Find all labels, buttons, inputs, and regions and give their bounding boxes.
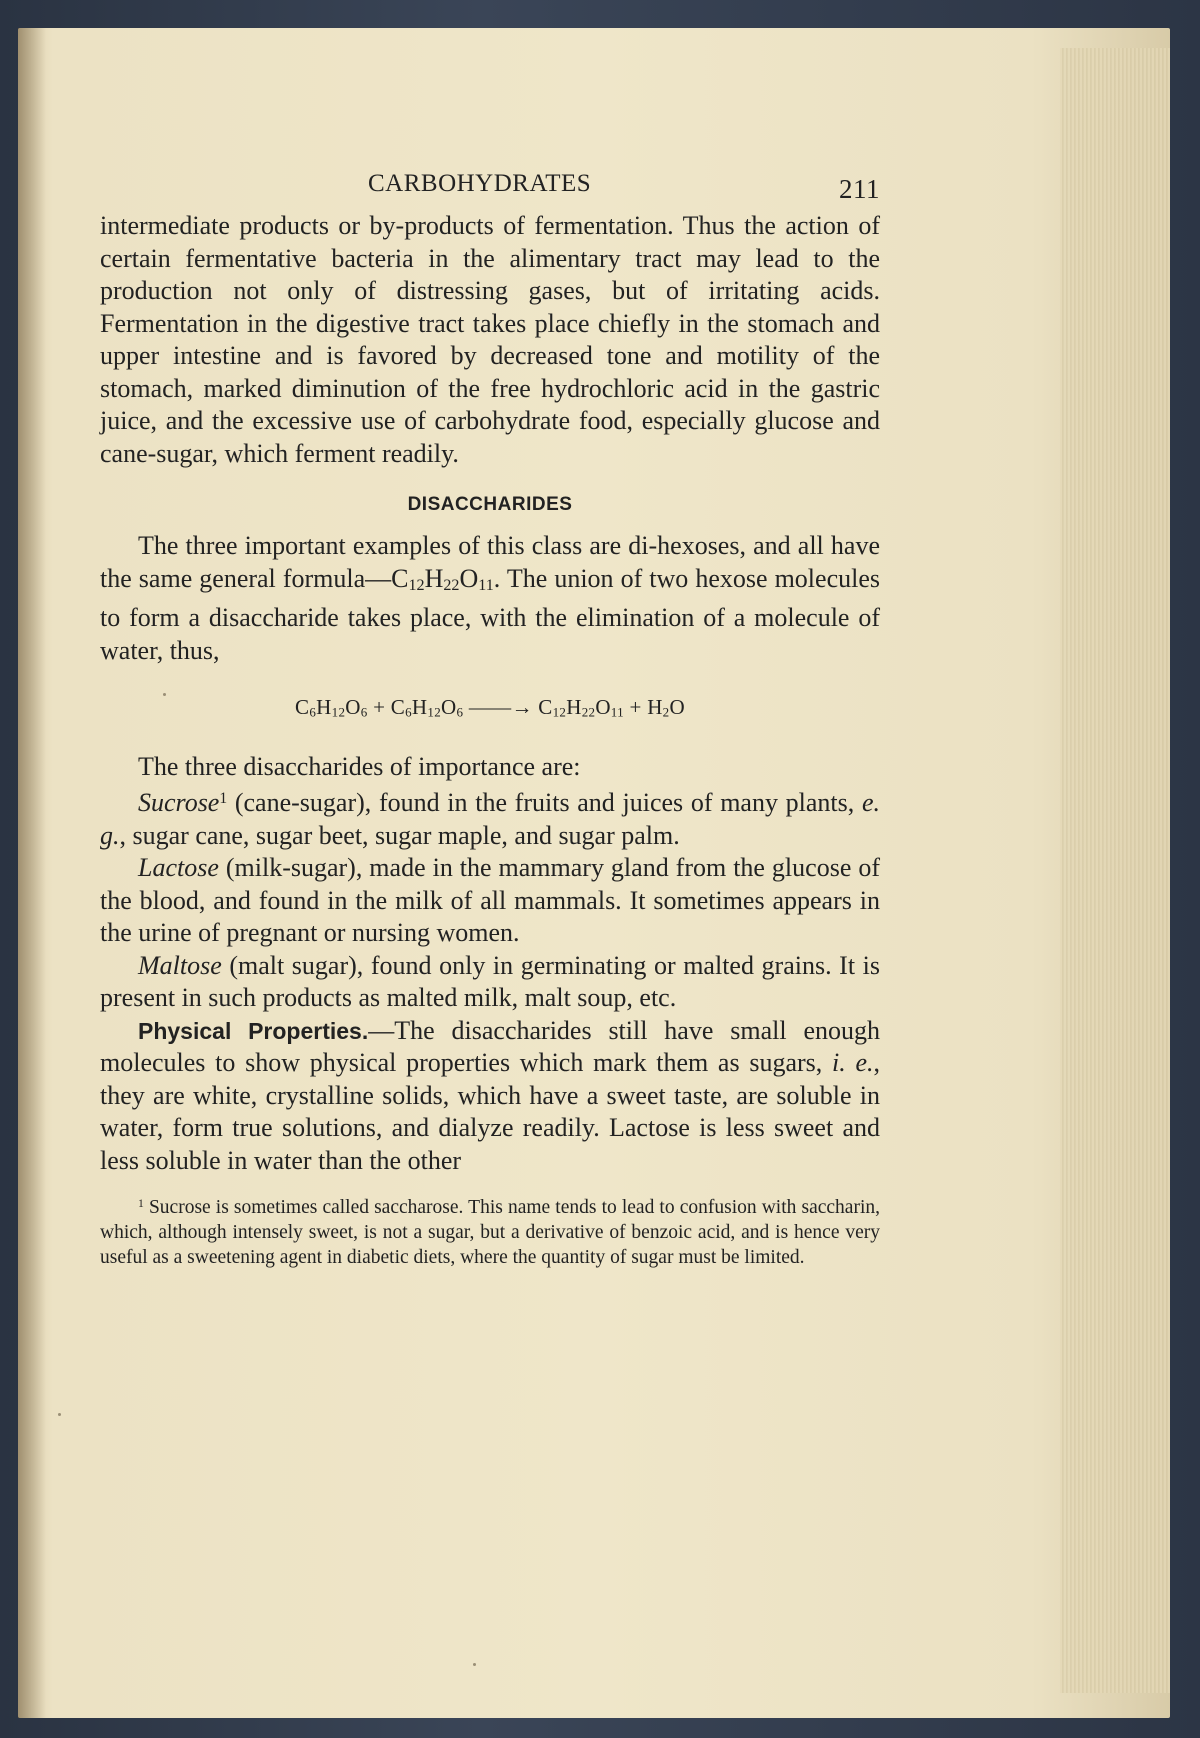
subscript: 11 (478, 576, 494, 594)
reaction-arrow: ——→ (463, 695, 539, 720)
element-symbol: C (295, 695, 310, 720)
paragraph-text: , sugar cane, sugar beet, sugar maple, and sugar palm. (119, 820, 680, 850)
element-symbol: H (647, 695, 663, 720)
subscript: 2 (662, 704, 670, 720)
paragraph: intermediate products or by-products of fermentation. Thus the action of certain fermentative bacteria in the alimentary tract may lead to the production not only of distressing gases, but of irritating acids. Fermentation in the digestive tract takes place chiefly in the stomach and upper intestine and is favored by decreased tone and motility of the stomach, marked diminution of the free hydrochloric acid in the gastric juice, and the excessive use of carbohydrate food, especially glucose and cane-sugar, which ferment readily. (100, 211, 880, 468)
paragraph-lactose (100, 852, 880, 950)
footnote (100, 1191, 880, 1270)
element-symbol: C (538, 695, 553, 720)
element-symbol: H (424, 563, 444, 593)
paragraph-text: , they are white, crystalline solids, which have a sweet taste, are soluble in water, form true solutions, and dialyze readily. Lactose is less sweet and less soluble in water than the other (100, 1048, 880, 1175)
paragraph-text: (cane-sugar), found in the fruits and juices of many plants, (227, 788, 862, 818)
footnote-marker: 1 (138, 1197, 144, 1211)
subscript: 11 (610, 704, 624, 720)
element-symbol: C (390, 695, 406, 720)
term-maltose: Maltose (138, 950, 222, 980)
paper-speck (473, 1663, 476, 1666)
paragraph-text: The three important examples of this class are di-hexoses, and all have the same general formula— (100, 531, 880, 593)
element-symbol: H (411, 695, 428, 720)
subscript: 6 (309, 704, 317, 720)
body-text (100, 210, 880, 1177)
element-symbol: O (459, 563, 479, 593)
element-symbol: C (391, 563, 409, 593)
gutter-shadow (18, 28, 46, 1718)
element-symbol: H (566, 695, 582, 720)
subscript: 6 (405, 704, 412, 720)
page-text (100, 160, 880, 1270)
paragraph-text: (milk-sugar), made in the mammary gland from the glucose of the blood, and found in the milk of all mammals. It sometimes appears in the urine of pregnant or nursing women. (100, 853, 880, 948)
page-edges (1060, 48, 1170, 1693)
abbreviation: i. e. (832, 1048, 874, 1078)
abbreviation: e. g. (100, 788, 880, 850)
subscript: 12 (552, 704, 567, 720)
page-number: 211 (839, 174, 880, 204)
paragraph-text: —The disaccharides still have small enough molecules to show physical properties which mark them as sugars, (100, 1015, 880, 1078)
paragraph-physical-properties (100, 1015, 880, 1178)
paragraph: The three disaccharides of importance are: (138, 751, 581, 781)
subscript: 22 (581, 704, 596, 720)
paragraph-sucrose (100, 783, 880, 852)
subscript: 22 (443, 576, 460, 594)
section-heading: DISACCHARIDES (407, 494, 573, 515)
page-header (100, 160, 880, 210)
plus-sign: + (623, 695, 648, 720)
subscript: 6 (456, 704, 464, 720)
subscript: 6 (360, 704, 368, 720)
paper-speck (58, 1413, 61, 1416)
paragraph-text: (malt sugar), found only in germinating or malted grains. It is present in such products as malted milk, malt soup, etc. (100, 950, 880, 1013)
subscript: 12 (331, 704, 346, 720)
paragraph (100, 530, 880, 667)
footnote-ref: 1 (219, 790, 228, 808)
footnotes (100, 1191, 880, 1270)
running-head: CARBOHYDRATES (368, 170, 592, 197)
element-symbol: H (316, 695, 332, 720)
element-symbol: O (345, 695, 361, 720)
element-symbol: O (669, 695, 685, 720)
paragraph-maltose (100, 950, 880, 1015)
paragraph-text: . The union of two hexose molecules to form a disaccharide takes place, with the elimination of a molecule of water, thus, (100, 563, 880, 665)
element-symbol: O (595, 695, 611, 720)
plus-sign: + (367, 695, 391, 720)
subscript: 12 (427, 704, 442, 720)
element-symbol: O (441, 695, 457, 720)
chemical-formula (391, 564, 494, 593)
term-sucrose: Sucrose (138, 788, 220, 818)
chemical-equation (100, 695, 880, 721)
subscript: 12 (408, 576, 425, 594)
term-lactose: Lactose (138, 853, 219, 883)
footnote-text: Sucrose is sometimes called saccharose. This name tends to lead to confusion with saccharin, which, although intensely sweet, is not a sugar, but a derivative of benzoic acid, and is hence very useful as a sweetening agent in diabetic diets, where the quantity of sugar must be limited. (100, 1196, 880, 1268)
run-in-heading: Physical Properties. (138, 1017, 369, 1044)
